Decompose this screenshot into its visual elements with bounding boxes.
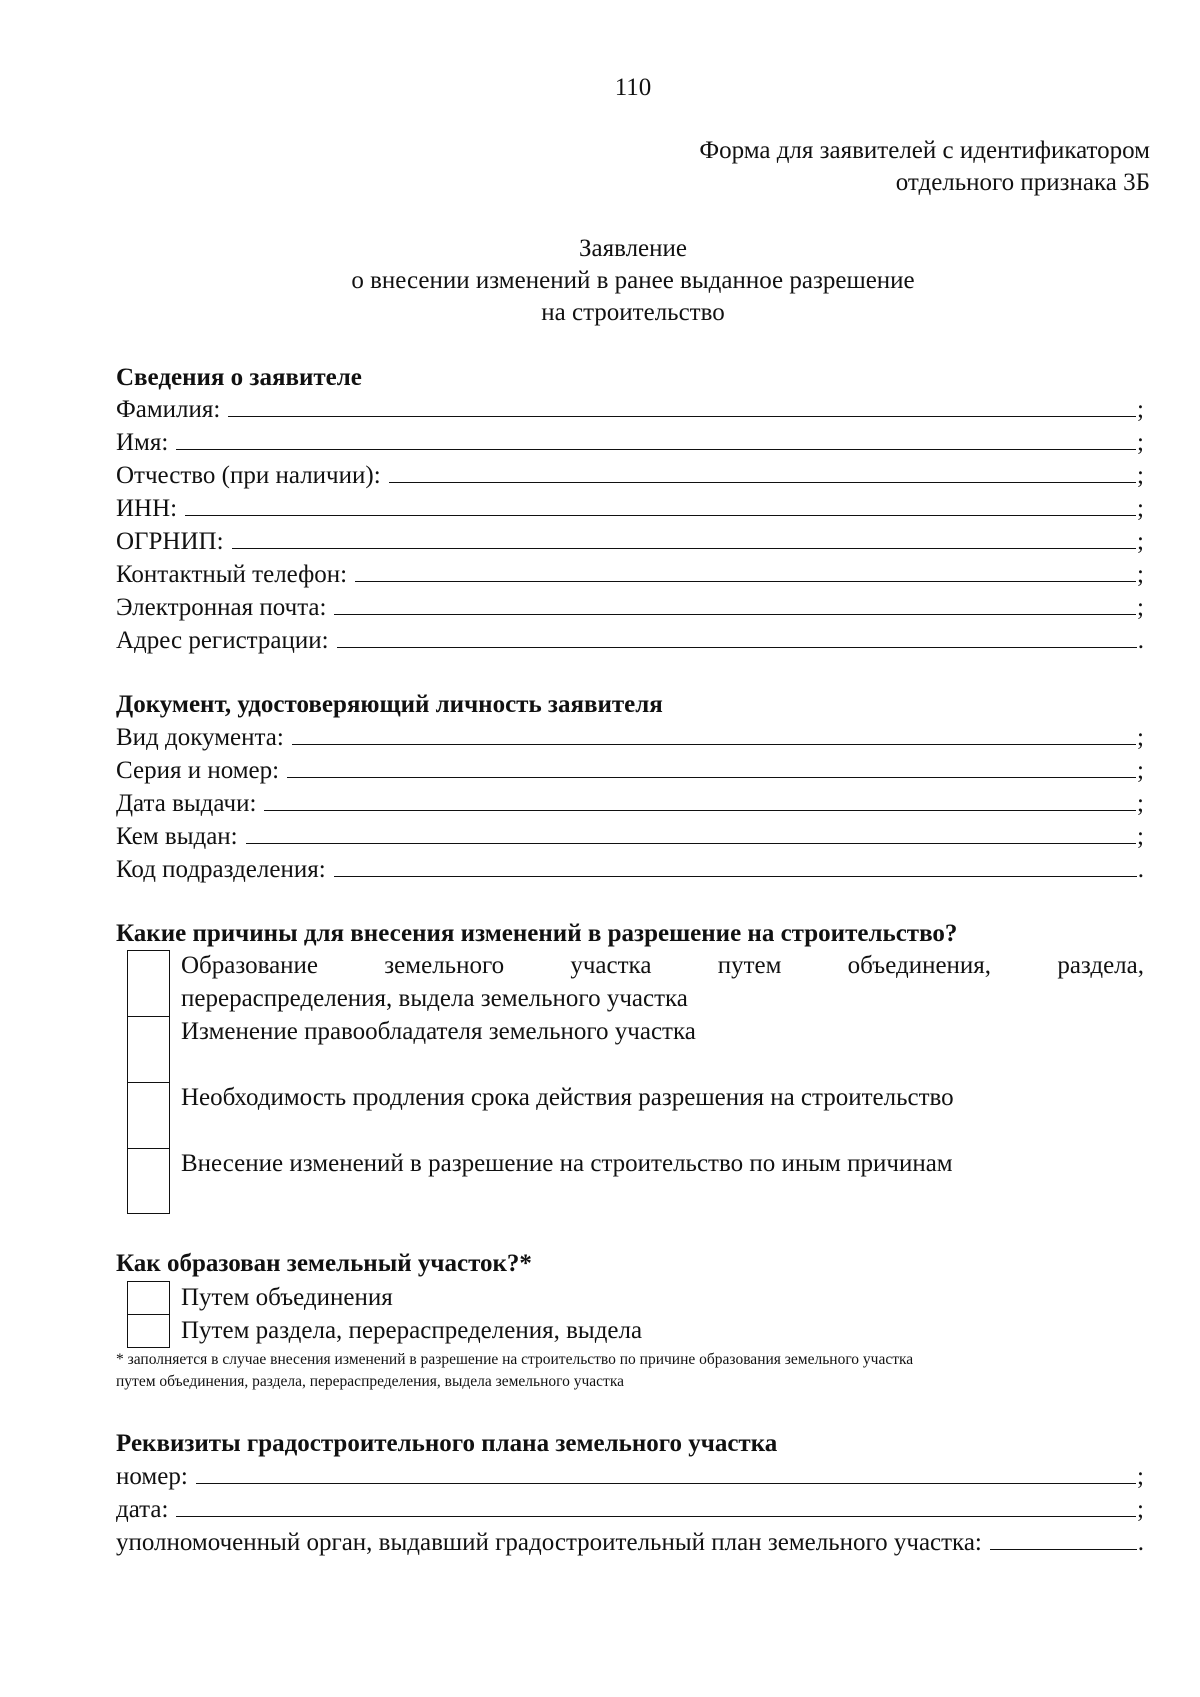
- field-label: уполномоченный орган, выдавший градостроительный план земельного участка:: [116, 1529, 982, 1556]
- reason-checkbox-2[interactable]: [127, 1016, 170, 1083]
- formation-option-division: Путем раздела, перераспределения, выдела: [181, 1317, 643, 1344]
- field-end: ;: [1137, 790, 1144, 817]
- reasons-heading: Какие причины для внесения изменений в разрешение на строительство?: [116, 920, 958, 947]
- field-end: ;: [1137, 528, 1144, 555]
- field-label: дата:: [116, 1496, 169, 1523]
- reason-option-1-line1: Образование земельного участка путем объединения, раздела,: [181, 952, 1144, 979]
- name-input-line[interactable]: [176, 427, 1136, 450]
- identity-document-heading: Документ, удостоверяющий личность заявителя: [116, 691, 663, 718]
- page-number: 110: [614, 74, 652, 101]
- field-label: Контактный телефон:: [116, 561, 348, 588]
- reason-option-3: Необходимость продления срока действия разрешения на строительство: [181, 1084, 954, 1111]
- field-label: Отчество (при наличии):: [116, 462, 381, 489]
- surname-field[interactable]: [116, 394, 1144, 426]
- field-label: ИНН:: [116, 495, 178, 522]
- field-end: ;: [1137, 561, 1144, 588]
- field-end: ;: [1137, 724, 1144, 751]
- form-identifier-line1: Форма для заявителей с идентификатором: [699, 137, 1150, 164]
- field-end: .: [1137, 1529, 1144, 1556]
- field-label: Серия и номер:: [116, 757, 280, 784]
- registration-address-field[interactable]: [116, 625, 1144, 657]
- series-number-input-line[interactable]: [287, 755, 1136, 778]
- footnote-line2: путем объединения, раздела, перераспределения, выдела земельного участка: [116, 1373, 625, 1390]
- field-label: Код подразделения:: [116, 856, 326, 883]
- field-label: Фамилия:: [116, 396, 221, 423]
- field-end: ;: [1137, 429, 1144, 456]
- plan-authority-input-line[interactable]: [990, 1527, 1137, 1550]
- field-end: ;: [1137, 1463, 1144, 1490]
- formation-option-merge: Путем объединения: [181, 1284, 393, 1311]
- division-code-input-line[interactable]: [334, 854, 1137, 877]
- field-end: .: [1137, 627, 1144, 654]
- field-label: ОГРНИП:: [116, 528, 224, 555]
- urban-plan-heading: Реквизиты градостроительного плана земельного участка: [116, 1430, 778, 1457]
- document-type-field[interactable]: [116, 722, 1144, 754]
- issued-by-input-line[interactable]: [246, 821, 1136, 844]
- form-identifier-line2: отдельного признака 3Б: [895, 169, 1150, 196]
- series-number-field[interactable]: [116, 755, 1144, 787]
- ogrnip-field[interactable]: [116, 526, 1144, 558]
- patronymic-field[interactable]: [116, 460, 1144, 492]
- form-identifier: [450, 135, 1150, 199]
- patronymic-input-line[interactable]: [389, 460, 1136, 483]
- address-input-line[interactable]: [337, 625, 1137, 648]
- inn-input-line[interactable]: [185, 493, 1136, 516]
- email-field[interactable]: [116, 592, 1144, 624]
- reason-option-2: Изменение правообладателя земельного участка: [181, 1018, 696, 1045]
- field-label: Имя:: [116, 429, 169, 456]
- document-title: [0, 233, 1200, 329]
- issue-date-field[interactable]: [116, 788, 1144, 820]
- title-line2: о внесении изменений в ранее выданное разрешение: [351, 267, 915, 294]
- field-label: Вид документа:: [116, 724, 284, 751]
- document-type-input-line[interactable]: [292, 722, 1136, 745]
- division-code-field[interactable]: [116, 854, 1144, 886]
- field-end: ;: [1137, 495, 1144, 522]
- phone-input-line[interactable]: [355, 559, 1136, 582]
- plan-number-input-line[interactable]: [196, 1461, 1136, 1484]
- field-end: ;: [1137, 462, 1144, 489]
- reason-option-4: Внесение изменений в разрешение на строительство по иным причинам: [181, 1150, 953, 1177]
- field-end: ;: [1137, 594, 1144, 621]
- name-field[interactable]: [116, 427, 1144, 459]
- field-end: .: [1137, 856, 1144, 883]
- footnote-line1: * заполняется в случае внесения изменений в разрешение на строительство по причине образования земельного участка: [116, 1351, 914, 1368]
- reason-option-1-line2: перераспределения, выдела земельного участка: [181, 985, 688, 1012]
- field-end: ;: [1137, 757, 1144, 784]
- plan-authority-field[interactable]: [116, 1527, 1144, 1559]
- applicant-heading: Сведения о заявителе: [116, 364, 362, 391]
- inn-field[interactable]: [116, 493, 1144, 525]
- field-label: Адрес регистрации:: [116, 627, 329, 654]
- footnote: [116, 1349, 1156, 1393]
- field-end: ;: [1137, 823, 1144, 850]
- issued-by-field[interactable]: [116, 821, 1144, 853]
- formation-checkbox-division[interactable]: [127, 1314, 170, 1348]
- phone-field[interactable]: [116, 559, 1144, 591]
- land-formation-heading: Как образован земельный участок?*: [116, 1250, 532, 1277]
- field-label: Кем выдан:: [116, 823, 238, 850]
- title-line1: Заявление: [578, 235, 688, 262]
- field-label: номер:: [116, 1463, 188, 1490]
- plan-date-input-line[interactable]: [176, 1494, 1136, 1517]
- email-input-line[interactable]: [334, 592, 1136, 615]
- reason-checkbox-3[interactable]: [127, 1082, 170, 1149]
- plan-number-field[interactable]: [116, 1461, 1144, 1493]
- surname-input-line[interactable]: [228, 394, 1136, 417]
- issue-date-input-line[interactable]: [264, 788, 1136, 811]
- field-label: Дата выдачи:: [116, 790, 257, 817]
- plan-date-field[interactable]: [116, 1494, 1144, 1526]
- reason-checkbox-4[interactable]: [127, 1148, 170, 1214]
- field-end: ;: [1137, 396, 1144, 423]
- title-line3: на строительство: [541, 299, 725, 326]
- formation-checkbox-merge[interactable]: [127, 1281, 170, 1315]
- reason-checkbox-1[interactable]: [127, 950, 170, 1017]
- field-label: Электронная почта:: [116, 594, 327, 621]
- ogrnip-input-line[interactable]: [232, 526, 1137, 549]
- field-end: ;: [1137, 1496, 1144, 1523]
